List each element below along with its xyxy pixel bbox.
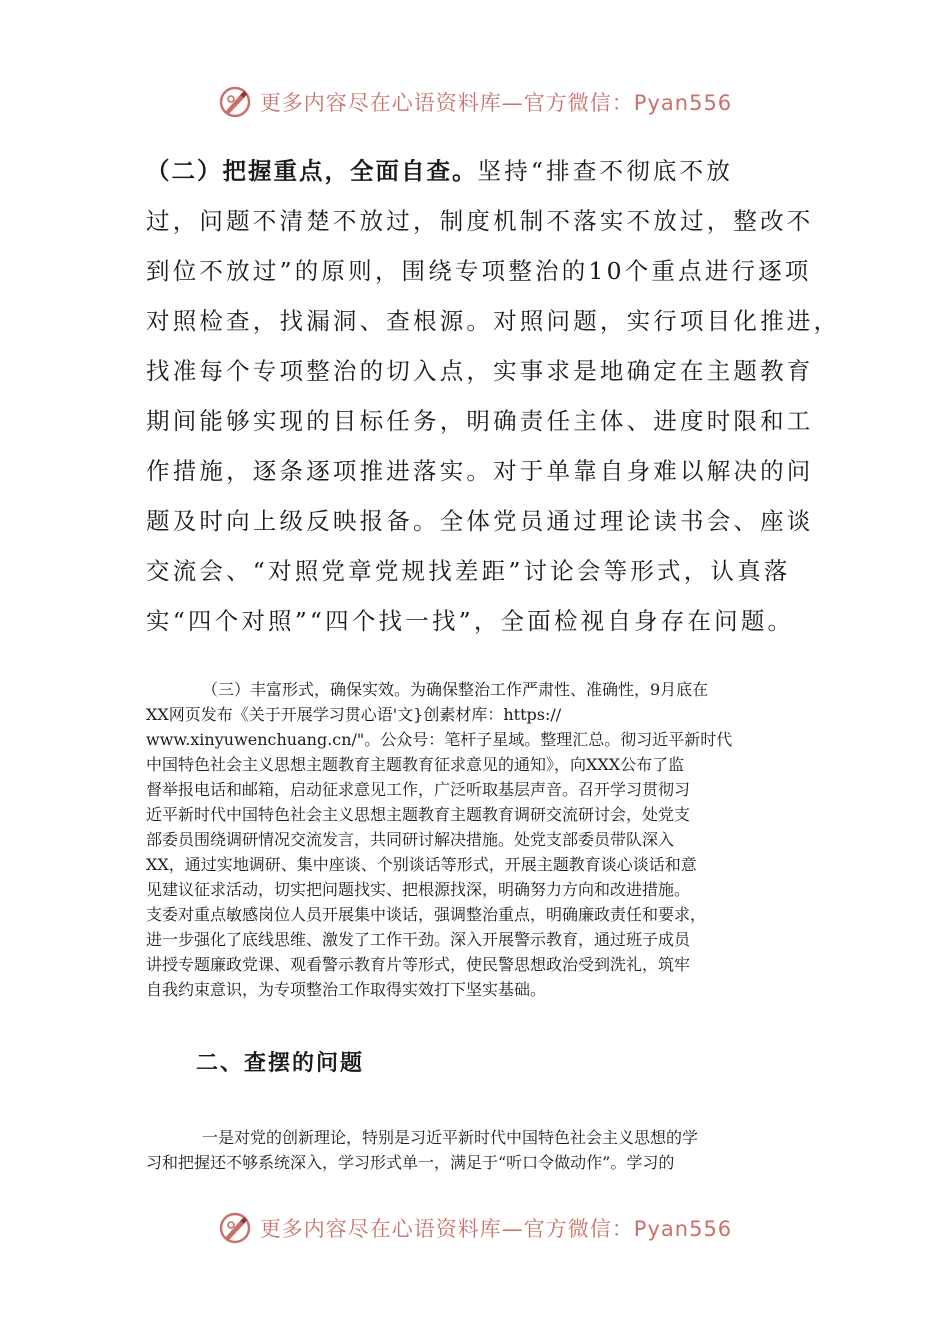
section-two-line: 期间能够实现的目标任务，明确责任主体、进度时限和工 xyxy=(146,407,814,435)
section-three-line: 进一步强化了底线思维、激发了工作干劲。深入开展警示教育，通过班子成员 xyxy=(146,930,691,949)
section-three-line: 督举报电话和邮箱，启动征求意见工作，广泛听取基层声音。召开学习贯彻习 xyxy=(146,780,691,799)
section-three-line: 讲授专题廉政党课、观看警示教育片等形式，使民警思想政治受到洗礼，筑牢 xyxy=(146,955,691,974)
section-three-line: 支委对重点敏感岗位人员开展集中谈话，强调整治重点，明确廉政责任和要求， xyxy=(146,905,707,924)
section-two-line: 作措施，逐条逐项推进落实。对于单靠自身难以解决的问 xyxy=(146,457,814,485)
section-two-line: 题及时向上级反映报备。全体党员通过理论读书会、座谈 xyxy=(146,507,814,535)
section-three-line: （三）丰富形式，确保实效。为确保整治工作严肃性、准确性，9月底在 xyxy=(202,680,709,699)
section-two-line: 对照检查，找漏洞、查根源。对照问题，实行项目化推进， xyxy=(146,307,841,335)
section-two-line: 过，问题不清楚不放过，制度机制不落实不放过，整改不 xyxy=(146,207,814,235)
part-two-line: 一是对党的创新理论，特别是习近平新时代中国特色社会主义思想的学 xyxy=(202,1128,699,1147)
section-three-line: XX，通过实地调研、集中座谈、个别谈话等形式，开展主题教育谈心谈话和意 xyxy=(146,855,697,874)
section-two-line: 找准每个专项整治的切入点，实事求是地确定在主题教育 xyxy=(146,357,814,385)
section-three-line: 中国特色社会主义思想主题教育主题教育征求意见的通知》，向XXX公布了监 xyxy=(146,755,685,774)
section-two-line-1 xyxy=(146,146,806,196)
section-three-line: www.xinyuwenchuang.cn/"。公众号：笔杆子星域。整理汇总。彻习近平新时代 xyxy=(146,730,733,749)
header-banner xyxy=(0,82,950,122)
section-two-text: 坚持“排查不彻底不放 xyxy=(477,157,734,185)
section-two-line: 实“四个对照”“四个找一找”，全面检视自身存在问题。 xyxy=(146,607,795,635)
section-three-line: 见建议征求活动，切实把问题找实、把根源找深，明确努力方向和改进措施。 xyxy=(146,880,691,899)
section-three-line: XX网页发布《关于开展学习贯心语'文}创素材库：https:// xyxy=(146,705,562,724)
section-two-block xyxy=(146,146,841,646)
banner-text: 更多内容尽在心语资料库—官方微信：Pyan556 xyxy=(259,1217,733,1241)
section-two-line: 交流会、“对照党章党规找差距”讨论会等形式，认真落 xyxy=(146,557,791,585)
part-two-block xyxy=(146,1125,806,1175)
section-two-line: 到位不放过”的原则，围绕专项整治的10个重点进行逐项 xyxy=(146,257,812,285)
pen-circle-logo-icon xyxy=(218,85,252,119)
section-three-line: 自我约束意识，为专项整治工作取得实效打下坚实基础。 xyxy=(146,980,547,999)
part-two-heading: 二、查摆的问题 xyxy=(196,1050,365,1076)
section-three-line: 近平新时代中国特色社会主义思想主题教育主题教育调研交流研讨会，处党支 xyxy=(146,805,691,824)
section-three-line: 部委员围绕调研情况交流发言，共同研讨解决措施。处党支部委员带队深入 xyxy=(146,830,675,849)
footer-banner xyxy=(0,1208,950,1248)
banner-text: 更多内容尽在心语资料库—官方微信：Pyan556 xyxy=(259,91,733,115)
pen-circle-logo-icon xyxy=(218,1211,252,1245)
part-two-line: 习和把握还不够系统深入，学习形式单一，满足于“听口令做动作”。学习的 xyxy=(146,1153,675,1172)
section-two-heading: （二）把握重点，全面自查。 xyxy=(146,157,478,185)
section-three-block xyxy=(146,677,806,1002)
